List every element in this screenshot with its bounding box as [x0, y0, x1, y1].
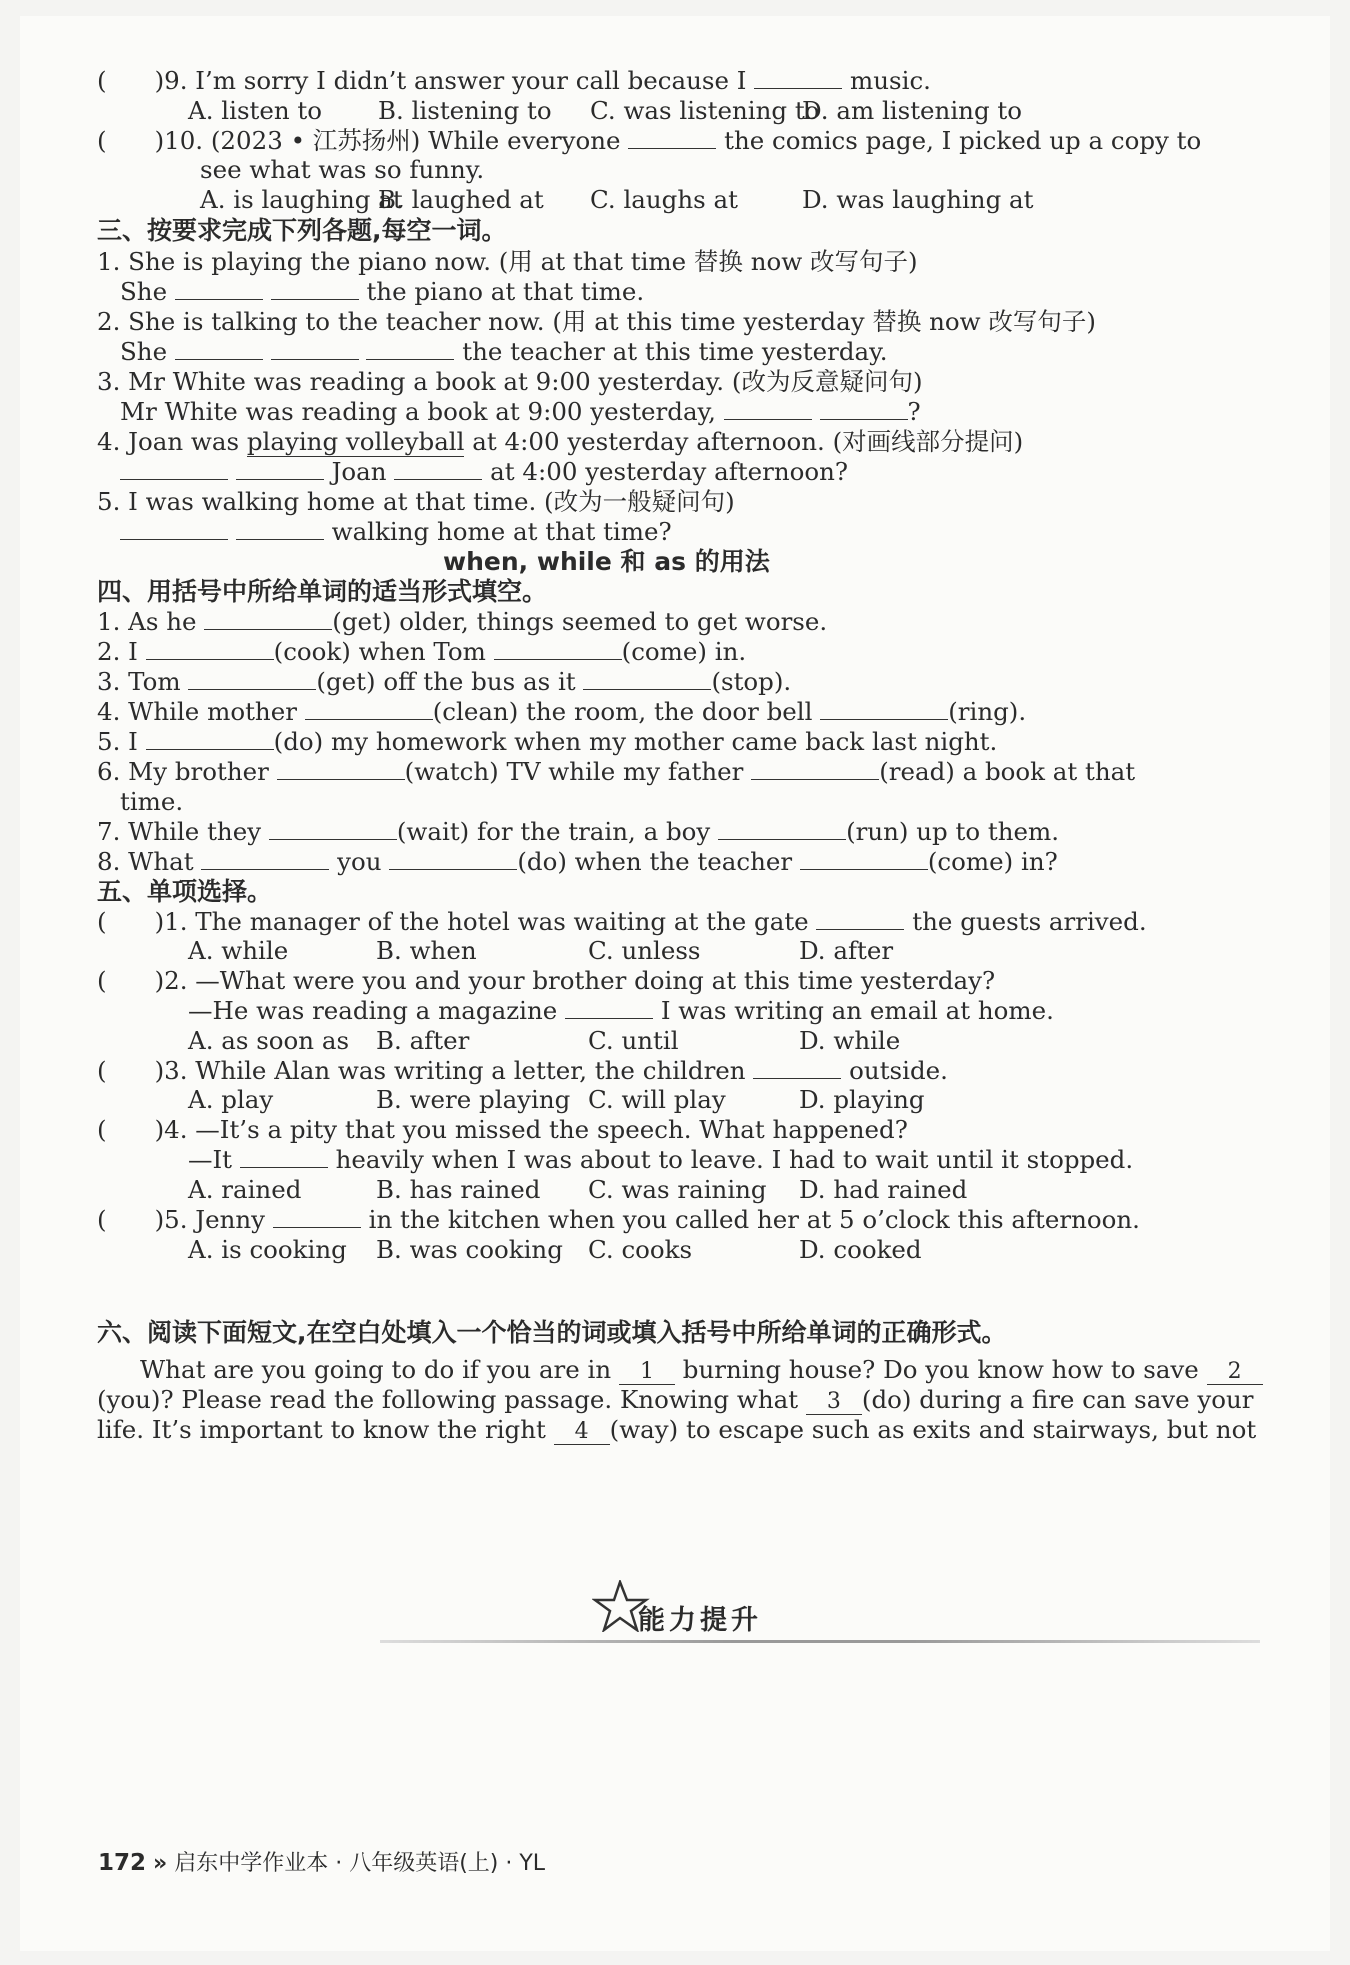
answer-blank[interactable] — [754, 66, 842, 89]
s5-q3-option-a[interactable]: A. play — [188, 1085, 274, 1114]
answer-blank[interactable] — [277, 757, 405, 780]
s3-q5: 5. I was walking home at that time. (改为一般疑问句) — [97, 487, 735, 516]
s5-q3-option-b[interactable]: B. were playing — [376, 1085, 571, 1114]
s5-q1-option-d[interactable]: D. after — [799, 936, 894, 965]
q9-option-d[interactable]: D. am listening to — [802, 96, 1023, 125]
s4-item-2: 2. I (cook) when Tom (come) in. — [97, 637, 747, 666]
answer-blank[interactable] — [240, 1145, 328, 1168]
q9-option-b[interactable]: B. listening to — [378, 96, 552, 125]
page-number: 172 — [98, 1850, 147, 1876]
q10-option-b[interactable]: B. laughed at — [378, 185, 544, 214]
s4-item-5: 5. I (do) my homework when my mother came back last night. — [97, 727, 998, 756]
subheading: when, while 和 as 的用法 — [443, 547, 770, 576]
double-chevron-icon: » — [153, 1851, 168, 1876]
answer-blank[interactable] — [120, 457, 228, 480]
s4-item-4: 4. While mother (clean) the room, the door bell (ring). — [97, 697, 1027, 726]
answer-blank[interactable] — [236, 457, 324, 480]
passage-line-2: (you)? Please read the following passage. Knowing what 3 (do) during a fire can save your — [97, 1385, 1254, 1414]
s5-q4-option-b[interactable]: B. has rained — [376, 1175, 541, 1204]
s5-q4-line2: —It heavily when I was about to leave. I had to wait until it stopped. — [188, 1145, 1134, 1174]
s5-q2-option-d[interactable]: D. while — [799, 1026, 901, 1055]
answer-blank[interactable] — [583, 667, 711, 690]
s3-q3: 3. Mr White was reading a book at 9:00 yesterday. (改为反意疑问句) — [97, 367, 923, 396]
answer-blank[interactable] — [146, 637, 274, 660]
s5-q5-option-a[interactable]: A. is cooking — [188, 1235, 347, 1264]
s5-q2-option-c[interactable]: C. until — [588, 1026, 679, 1055]
answer-blank[interactable] — [394, 457, 482, 480]
answer-blank[interactable] — [816, 907, 904, 930]
s5-q4-option-c[interactable]: C. was raining — [588, 1175, 767, 1204]
s4-item-7: 7. While they (wait) for the train, a boy (run) up to them. — [97, 817, 1060, 846]
answer-blank[interactable] — [146, 727, 274, 750]
answer-blank[interactable] — [305, 697, 433, 720]
answer-blank[interactable] — [366, 337, 454, 360]
banner-rule — [380, 1640, 1260, 1643]
answer-blank[interactable] — [271, 337, 359, 360]
answer-blank[interactable] — [204, 607, 332, 630]
s5-q3-option-d[interactable]: D. playing — [799, 1085, 925, 1114]
s3-q1: 1. She is playing the piano now. (用 at that time 替换 now 改写句子) — [97, 247, 918, 276]
answer-blank[interactable] — [565, 996, 653, 1019]
s5-q3: ( )3. While Alan was writing a letter, the children outside. — [97, 1056, 948, 1085]
question-9: ( )9. I’m sorry I didn’t answer your call because I music. — [97, 66, 931, 95]
answer-blank[interactable] — [188, 667, 316, 690]
q9-option-a[interactable]: A. listen to — [188, 96, 323, 125]
section-6-title: 六、阅读下面短文,在空白处填入一个恰当的词或填入括号中所给单词的正确形式。 — [97, 1318, 1007, 1347]
s5-q4: ( )4. —It’s a pity that you missed the speech. What happened? — [97, 1115, 908, 1144]
s5-q2-option-b[interactable]: B. after — [376, 1026, 470, 1055]
s5-q1-option-b[interactable]: B. when — [376, 936, 477, 965]
passage-line-1: What are you going to do if you are in 1 burning house? Do you know how to save 2 — [140, 1355, 1263, 1385]
s4-item-6-cont: time. — [120, 787, 184, 816]
s5-q4-option-a[interactable]: A. rained — [188, 1175, 302, 1204]
section-5-title: 五、单项选择。 — [97, 877, 273, 906]
s3-q2: 2. She is talking to the teacher now. (用 at this time yesterday 替换 now 改写句子) — [97, 307, 1096, 336]
book-title: 启东中学作业本 · 八年级英语(上) · YL — [174, 1851, 546, 1876]
answer-blank[interactable] — [724, 397, 812, 420]
answer-blank[interactable] — [271, 277, 359, 300]
blank-2[interactable]: 2 — [1207, 1361, 1263, 1385]
answer-blank[interactable] — [273, 1205, 361, 1228]
s5-q5: ( )5. Jenny in the kitchen when you called her at 5 o’clock this afternoon. — [97, 1205, 1140, 1234]
s5-q3-option-c[interactable]: C. will play — [588, 1085, 726, 1114]
question-10: ( )10. (2023 • 江苏扬州) While everyone the comics page, I picked up a copy to — [97, 126, 1202, 155]
answer-blank[interactable] — [389, 847, 517, 870]
answer-blank[interactable] — [120, 517, 228, 540]
section-3-title: 三、按要求完成下列各题,每空一词。 — [97, 216, 507, 245]
s5-q2-option-a[interactable]: A. as soon as — [188, 1026, 350, 1055]
section-4-title: 四、用括号中所给单词的适当形式填空。 — [97, 577, 548, 606]
s3-a4: Joan at 4:00 yesterday afternoon? — [120, 457, 848, 487]
answer-blank[interactable] — [820, 397, 908, 420]
underlined-phrase: playing volleyball — [246, 427, 465, 456]
answer-blank[interactable] — [628, 126, 716, 149]
s5-q1-option-c[interactable]: C. unless — [588, 936, 701, 965]
s4-item-6: 6. My brother (watch) TV while my father (read) a book at that — [97, 757, 1136, 786]
answer-blank[interactable] — [494, 637, 622, 660]
answer-blank[interactable] — [718, 817, 846, 840]
answer-blank[interactable] — [269, 817, 397, 840]
answer-blank[interactable] — [201, 847, 329, 870]
s5-q5-option-b[interactable]: B. was cooking — [376, 1235, 563, 1264]
s5-q2-line2: —He was reading a magazine I was writing an email at home. — [188, 996, 1054, 1025]
banner-title: 能力提升 — [638, 1605, 762, 1636]
s3-a3: Mr White was reading a book at 9:00 yesterday, ? — [120, 397, 921, 426]
s4-item-1: 1. As he (get) older, things seemed to get worse. — [97, 607, 828, 636]
s3-a5: walking home at that time? — [120, 517, 672, 547]
answer-blank[interactable] — [175, 277, 263, 300]
s5-q2: ( )2. —What were you and your brother doing at this time yesterday? — [97, 966, 996, 995]
question-10-cont: see what was so funny. — [200, 155, 485, 184]
q9-option-c[interactable]: C. was listening to — [590, 96, 820, 125]
s5-q5-option-c[interactable]: C. cooks — [588, 1235, 693, 1264]
answer-blank[interactable] — [753, 1056, 841, 1079]
answer-blank[interactable] — [751, 757, 879, 780]
s5-q1-option-a[interactable]: A. while — [188, 936, 289, 965]
s3-a2: She the teacher at this time yesterday. — [120, 337, 888, 366]
s5-q5-option-d[interactable]: D. cooked — [799, 1235, 922, 1264]
answer-blank[interactable] — [175, 337, 263, 360]
page-footer — [98, 1846, 545, 1877]
blank-1[interactable]: 1 — [619, 1361, 675, 1385]
q10-option-d[interactable]: D. was laughing at — [802, 185, 1034, 214]
s5-q4-option-d[interactable]: D. had rained — [799, 1175, 968, 1204]
s4-item-3: 3. Tom (get) off the bus as it (stop). — [97, 667, 792, 696]
q10-option-c[interactable]: C. laughs at — [590, 185, 738, 214]
s3-a1: She the piano at that time. — [120, 277, 645, 306]
s3-q4: 4. Joan was playing volleyball at 4:00 yesterday afternoon. (对画线部分提问) — [97, 427, 1024, 456]
blank-3[interactable]: 3 — [806, 1391, 862, 1415]
blank-4[interactable]: 4 — [554, 1421, 610, 1445]
ability-banner — [600, 1588, 790, 1638]
s4-item-8: 8. What you (do) when the teacher (come) in? — [97, 847, 1058, 876]
s5-q1: ( )1. The manager of the hotel was waiting at the gate the guests arrived. — [97, 907, 1147, 936]
passage-line-3: life. It’s important to know the right 4 (way) to escape such as exits and stairways, but not — [97, 1415, 1257, 1444]
answer-blank[interactable] — [236, 517, 324, 540]
q10-option-a[interactable]: A. is laughing at — [200, 185, 403, 214]
answer-blank[interactable] — [820, 697, 948, 720]
answer-blank[interactable] — [800, 847, 928, 870]
